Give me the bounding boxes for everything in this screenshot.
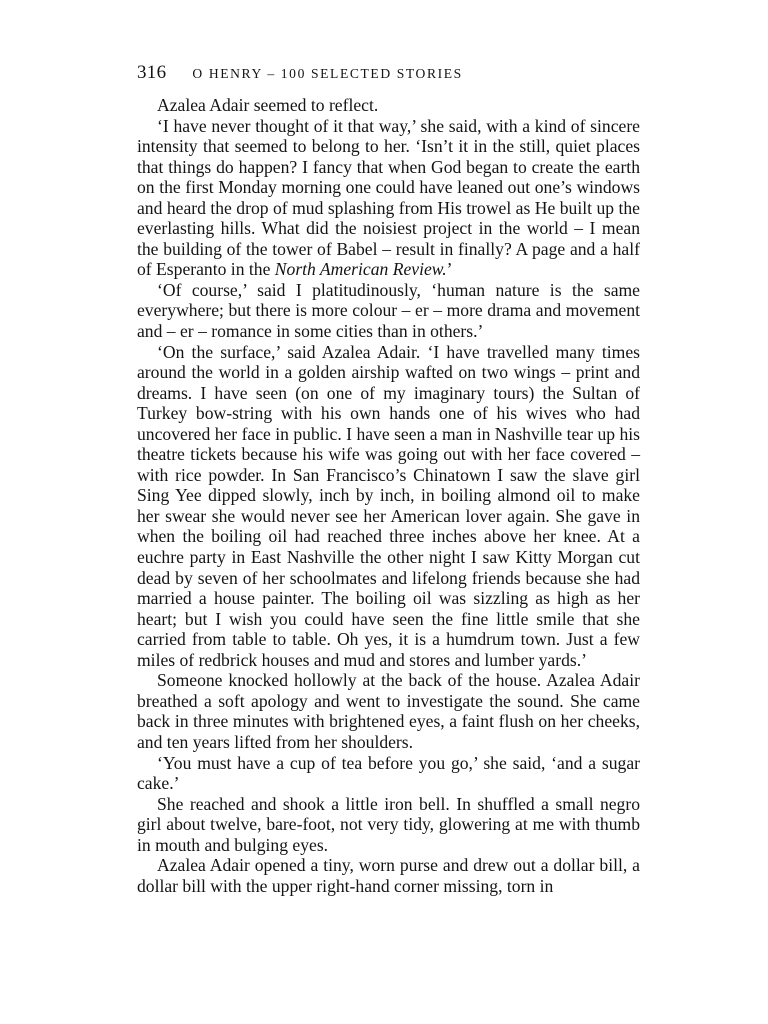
paragraph — [137, 116, 640, 280]
running-head — [137, 62, 640, 90]
paragraph — [137, 342, 640, 671]
paragraph — [137, 753, 640, 794]
paragraph-tail: ’ — [446, 259, 453, 280]
paragraph — [137, 670, 640, 752]
paragraph — [137, 280, 640, 342]
page-number: 316 — [137, 62, 167, 83]
paragraph-text: ‘On the surface,’ said Azalea Adair. ‘I have travelled many times around the world in a golden airship wafted on two wings – print and dreams. I have seen (on one of my imaginary tours) the Sultan of Turkey bow-string with his own hands one of his wives who had uncovered her face in public. I have seen a man in Nashville tear up his theatre tickets because his wife was going out with her face covered – with rice powder. In San Francisco’s Chinatown I saw the slave girl Sing Yee dipped slowly, inch by inch, in boiling almond oil to make her swear she would never see her American lover again. She gave in when the boiling oil had reached three inches above her knee. At a euchre party in East Nashville the other night I saw Kitty Morgan cut dead by seven of her schoolmates and lifelong friends because she had married a house painter. The boiling oil was sizzling as high as her heart; but I wish you could have seen the fine little smile that she carried from table to table. Oh yes, it is a humdrum town. Just a few miles of redbrick houses and mud and stores and lumber yards.’ — [137, 341, 640, 670]
italic-title: North American Review. — [274, 259, 447, 280]
paragraph-text: Someone knocked hollowly at the back of the house. Azalea Adair breathed a soft apology and went to investigate the sound. She came back in three minutes with brightened eyes, a faint flush on her cheeks, and ten years lifted from her shoulders. — [137, 670, 640, 752]
paragraph-text: ‘I have never thought of it that way,’ she said, with a kind of sincere intensity that seemed to belong to her. ‘Isn’t it in the still, quiet places that things do happen? I fancy that when God began to create the earth on the first Monday morning one could have leaned out one’s windows and heard the drop of mud splashing from His trowel as He built up the everlasting hills. What did the noisiest project in the world – I mean the building of the tower of Babel – result in finally? A page and a half of Esperanto in the — [137, 115, 640, 280]
body-text — [137, 95, 640, 896]
paragraph-text: ‘You must have a cup of tea before you go,’ she said, ‘and a sugar cake.’ — [137, 752, 640, 794]
paragraph-text: She reached and shook a little iron bell. In shuffled a small negro girl about twelve, bare-foot, not very tidy, glowering at me with thumb in mouth and bulging eyes. — [137, 793, 640, 855]
running-title: O HENRY – 100 SELECTED STORIES — [192, 66, 463, 81]
paragraph — [137, 95, 640, 116]
paragraph — [137, 855, 640, 896]
paragraph — [137, 794, 640, 856]
book-page — [137, 62, 640, 896]
paragraph-text: Azalea Adair opened a tiny, worn purse and drew out a dollar bill, a dollar bill with the upper right-hand corner missing, torn in — [137, 855, 640, 896]
paragraph-text: Azalea Adair seemed to reflect. — [157, 95, 379, 115]
paragraph-text: ‘Of course,’ said I platitudinously, ‘human nature is the same everywhere; but there is more colour – er – more drama and movement and – er – romance in some cities than in others.’ — [137, 279, 640, 342]
